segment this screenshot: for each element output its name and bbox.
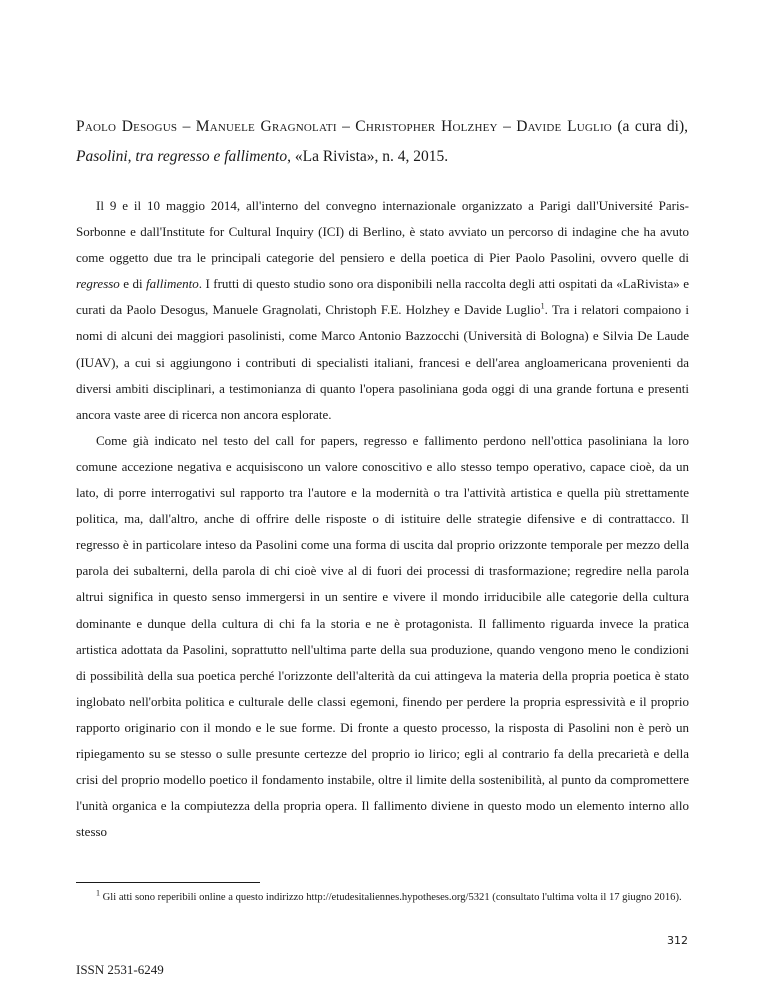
emphasis-term: fallimento <box>146 276 199 292</box>
footnote-reference[interactable]: 1 <box>540 302 545 312</box>
author-name: Paolo Desogus <box>76 118 178 135</box>
author-name: Davide Luglio <box>516 118 612 135</box>
paragraph-text: e di <box>119 276 147 292</box>
paragraph-text: . Tra i relatori compaiono i nomi di alcuni dei maggiori pasolinisti, come Marco Antonio Bazzocchi (Università di Bologna) e Silvia De Laude (IUAV), a cui si aggiungono i contributi di specialisti italiani, francesi e dell'area angloamericana provenienti da diversi ambiti disciplinari, a testimonianza di quanto l'opera pasoliniana goda oggi di una grande fortuna e presenti ancora vaste aree di ricerca non ancora esplorate. <box>76 302 689 422</box>
emphasis-term: regresso <box>76 276 120 292</box>
paragraph-text: . I frutti di questo studio sono ora disponibili nella raccolta degli atti ospitati da «LaRivista» e curati da Paolo Desogus, Manuele Gragnolati, Christoph F.E. Holzhey e Davide Luglio <box>76 276 689 318</box>
review-body <box>76 193 689 845</box>
citation-header <box>76 112 688 172</box>
footnote <box>76 889 689 906</box>
author-name: Manuele Gragnolati <box>195 118 337 135</box>
footnote-text: Gli atti sono reperibili online a questo indirizzo http://etudesitaliennes.hypotheses.org/5321 (consultato l'ultima volta il 17 giugno 2016). <box>100 892 682 903</box>
author-name: Christopher Holzhey <box>355 118 498 135</box>
journal-info: , «La Rivista», n. 4, 2015. <box>287 148 449 165</box>
page-number: 312 <box>667 934 688 947</box>
editor-note: (a cura di), <box>611 118 689 135</box>
author-separator: – <box>336 118 356 135</box>
footnote-number: 1 <box>96 888 100 898</box>
book-title: Pasolini, tra regresso e fallimento <box>76 148 288 165</box>
footnote-divider <box>76 882 260 883</box>
paragraph: Come già indicato nel testo del call for papers, regresso e fallimento perdono nell'ottica pasoliniana la loro comune accezione negativa e acquisiscono un valore conoscitivo e allo stesso tempo operativo, capace cioè, da un lato, di porre interrogativi sul rapporto tra l'autore e la modernità o tra l'attività artistica e quella più strettamente politica, ma, dall'altro, anche di offrire delle risposte o di istituire delle strategie difensive e di contrattacco. Il regresso è in particolare inteso da Pasolini come una forma di uscita dal proprio orizzonte temporale per mezzo della parola dei subalterni, della parola di chi cioè vive al di fuori dei processi di trasformazione; regredire nella parola altrui significa in questo senso immergersi in un sentire e vivere il mondo irriducibile alle categorie della cultura dominante e dunque della cultura di chi fa la storia e ne è protagonista. Il fallimento riguarda invece la pratica artistica adottata da Pasolini, soprattutto nell'ultima parte della sua produzione, quando vengono meno le condizioni di possibilità della sua poetica perché l'orizzonte dell'alterità da cui attingeva la materia della propria poetica è stato inglobato nell'orbita politica e culturale delle classi egemoni, finendo per perdere la propria espressività e il proprio rapporto originario con il mondo e le sue forme. Di fronte a questo processo, la risposta di Pasolini non è però un ripiegamento su se stesso o sulle presunte certezze del proprio io lirico; egli al contrario fa della precarietà e della crisi del proprio modello poetico il fondamento instabile, oltre il limite della sostenibilità, al punto da compromettere l'unità organica e la compiutezza della propria opera. Il fallimento diviene in questo modo un elemento interno allo stesso <box>76 432 689 840</box>
paragraph <box>76 193 689 428</box>
author-separator: – <box>177 118 196 135</box>
issn-label: ISSN 2531-6249 <box>76 962 164 977</box>
paragraph-text: Il 9 e il 10 maggio 2014, all'interno del convegno internazionale organizzato a Parigi dall'Université Paris-Sorbonne e dall'Institute for Cultural Inquiry (ICI) di Berlino, è stato avviato un percorso di indagine che ha avuto come oggetto due tra le principali categorie del pensiero e della poetica di Pier Paolo Pasolini, ovvero quelle di <box>76 198 689 266</box>
author-separator: – <box>497 118 517 135</box>
